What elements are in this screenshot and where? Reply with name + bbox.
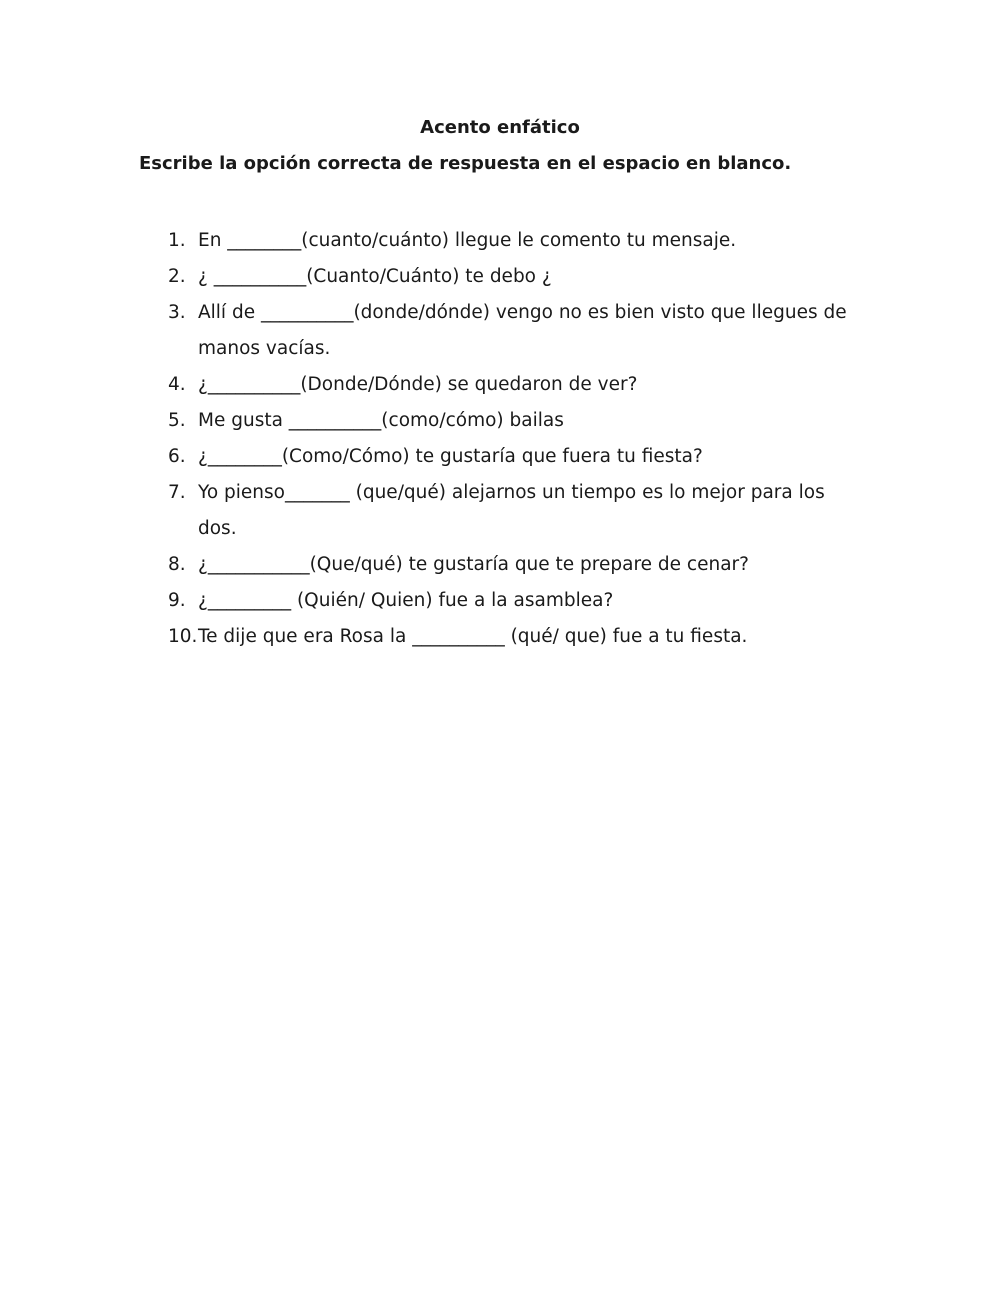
item-number: 10. [168,626,198,647]
list-item [168,619,868,655]
item-text: En ________(cuanto/cuánto) llegue le comento tu mensaje. [198,230,737,251]
page-title: Acento enfático [420,117,580,138]
list-item [168,403,868,439]
list-item [168,295,868,367]
list-item [168,223,868,259]
item-number: 5. [168,410,186,431]
list-item [168,439,868,475]
list-item [168,583,868,619]
item-text: Te dije que era Rosa la __________ (qué/ que) fue a tu fiesta. [198,626,748,647]
list-item [168,547,868,583]
item-text: ¿_________ (Quién/ Quien) fue a la asamblea? [198,590,614,611]
list-item [168,367,868,403]
instructions: Escribe la opción correcta de respuesta en el espacio en blanco. [139,153,792,174]
item-text: Yo pienso_______ (que/qué) alejarnos un tiempo es lo mejor para los dos. [198,482,825,539]
item-number: 1. [168,230,186,251]
item-number: 2. [168,266,186,287]
item-text: ¿___________(Que/qué) te gustaría que te prepare de cenar? [198,554,749,575]
exercise-list [168,223,868,655]
item-number: 3. [168,302,186,323]
item-number: 8. [168,554,186,575]
item-text: ¿ __________(Cuanto/Cuánto) te debo ¿ [198,266,552,287]
item-text: ¿__________(Donde/Dónde) se quedaron de ver? [198,374,638,395]
item-text: Me gusta __________(como/cómo) bailas [198,410,564,431]
list-item [168,475,868,547]
list-item [168,259,868,295]
item-text: Allí de __________(donde/dónde) vengo no es bien visto que llegues de manos vacías. [198,302,847,359]
item-number: 6. [168,446,186,467]
item-number: 9. [168,590,186,611]
item-text: ¿________(Como/Cómo) te gustaría que fuera tu fiesta? [198,446,703,467]
item-number: 7. [168,482,186,503]
item-number: 4. [168,374,186,395]
